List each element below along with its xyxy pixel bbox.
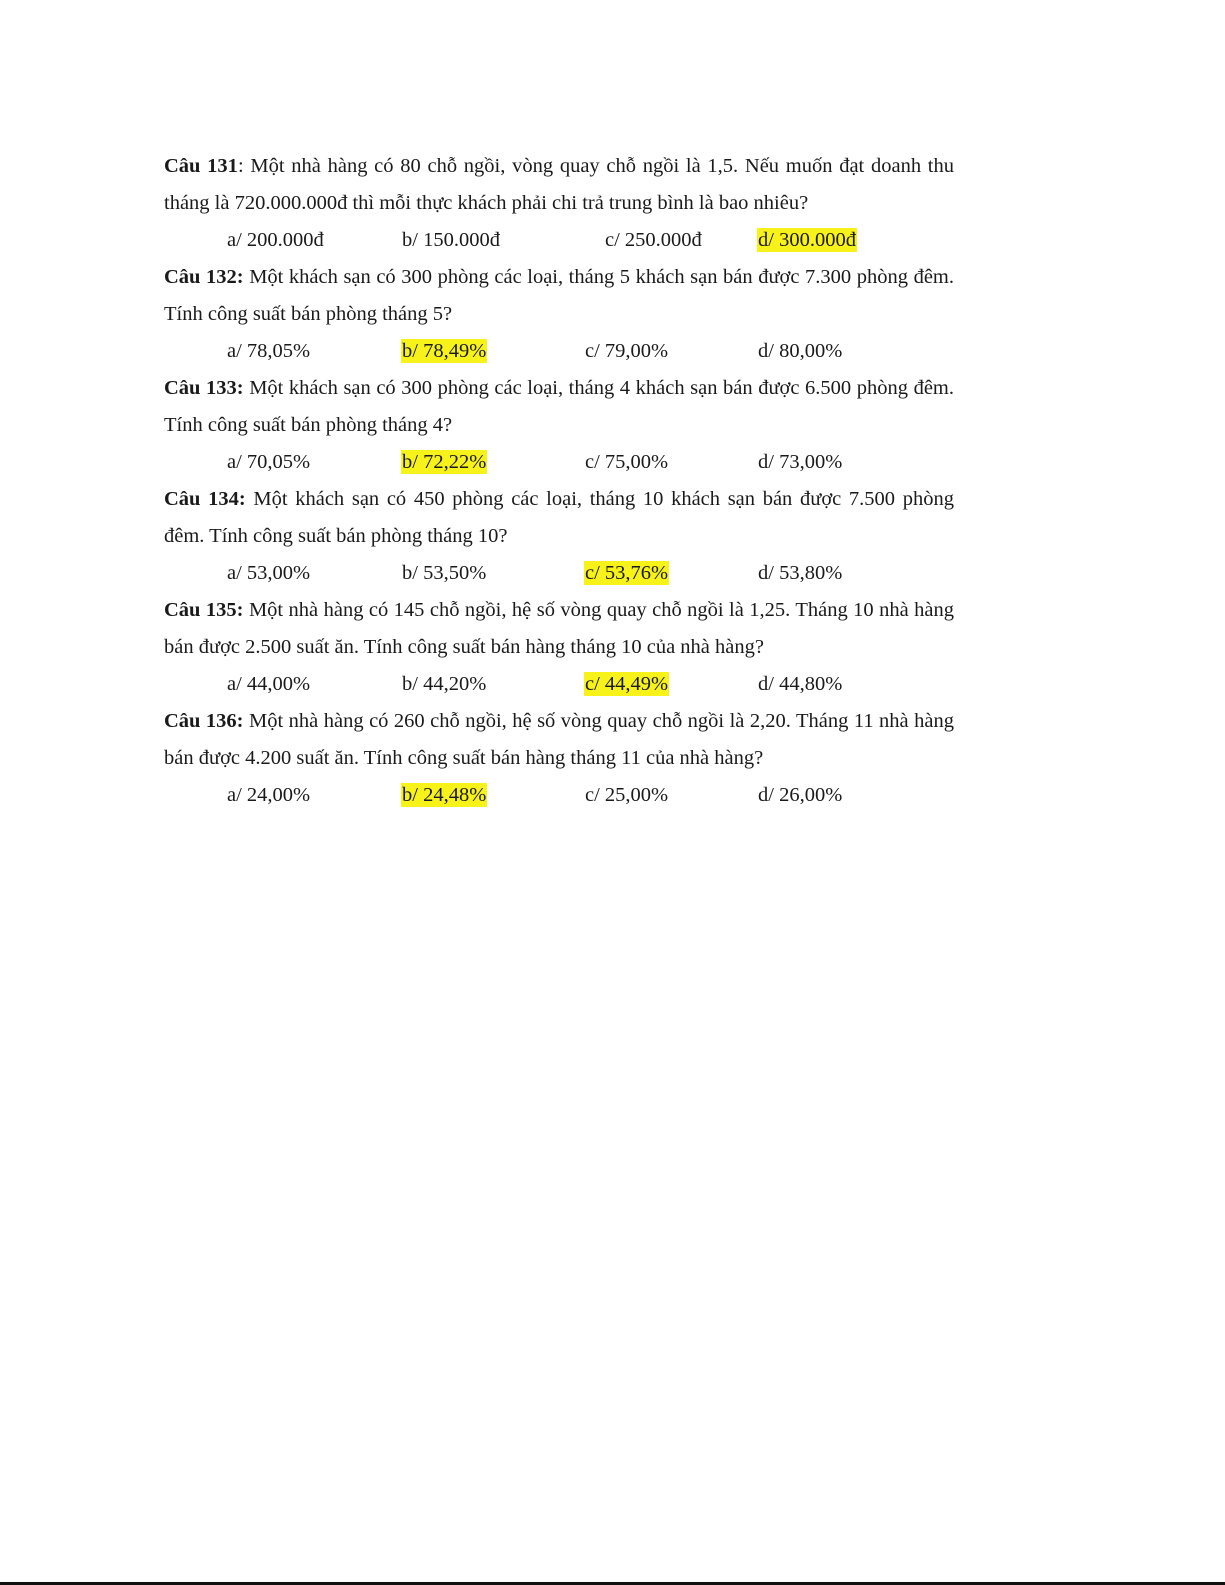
question-text — [164, 370, 954, 444]
answer-options — [164, 555, 954, 592]
question-number: Câu 136: — [164, 710, 244, 732]
answer-option: c/ 79,00% — [585, 340, 669, 362]
answer-option: a/ 53,00% — [227, 562, 311, 584]
question-body: Một khách sạn có 300 phòng các loại, tháng 4 khách sạn bán được 6.500 phòng đêm. Tính công suất bán phòng tháng 4? — [164, 377, 954, 436]
answer-option: b/ 44,20% — [402, 673, 487, 695]
answer-option-highlighted: c/ 53,76% — [585, 562, 669, 584]
question-number: Câu 134: — [164, 488, 246, 510]
question-number: Câu 133: — [164, 377, 244, 399]
answer-option-highlighted: c/ 44,49% — [585, 673, 669, 695]
question-text — [164, 703, 954, 777]
question-block — [164, 481, 954, 592]
question-number: Câu 135: — [164, 599, 244, 621]
answer-option: a/ 70,05% — [227, 451, 311, 473]
answer-option-highlighted: b/ 24,48% — [402, 784, 487, 806]
question-body: Một nhà hàng có 80 chỗ ngồi, vòng quay chỗ ngồi là 1,5. Nếu muốn đạt doanh thu tháng là 720.000.000đ thì mỗi thực khách phải chi trả trung bình là bao nhiêu? — [164, 155, 954, 214]
answer-option: c/ 75,00% — [585, 451, 669, 473]
answer-option: a/ 78,05% — [227, 340, 311, 362]
answer-option: a/ 24,00% — [227, 784, 311, 806]
question-number: Câu 131 — [164, 155, 238, 177]
question-text — [164, 148, 954, 222]
answer-option: b/ 150.000đ — [402, 229, 500, 251]
question-text — [164, 592, 954, 666]
question-block — [164, 592, 954, 703]
question-separator: : — [237, 155, 251, 177]
answer-options — [164, 777, 954, 814]
question-body: Một nhà hàng có 145 chỗ ngồi, hệ số vòng quay chỗ ngồi là 1,25. Tháng 10 nhà hàng bán được 2.500 suất ăn. Tính công suất bán hàng tháng 10 của nhà hàng? — [164, 599, 954, 658]
question-block — [164, 703, 954, 814]
answer-option-highlighted: d/ 300.000đ — [758, 229, 856, 251]
answer-options — [164, 222, 954, 259]
answer-option-highlighted: b/ 78,49% — [402, 340, 487, 362]
question-text — [164, 481, 954, 555]
answer-option: d/ 44,80% — [758, 673, 843, 695]
question-block — [164, 148, 954, 259]
answer-option: a/ 44,00% — [227, 673, 311, 695]
answer-option: b/ 53,50% — [402, 562, 487, 584]
question-block — [164, 370, 954, 481]
answer-option: d/ 73,00% — [758, 451, 843, 473]
question-text — [164, 259, 954, 333]
question-number: Câu 132: — [164, 266, 244, 288]
answer-options — [164, 666, 954, 703]
answer-options — [164, 444, 954, 481]
question-list — [164, 148, 954, 814]
question-body: Một khách sạn có 300 phòng các loại, tháng 5 khách sạn bán được 7.300 phòng đêm. Tính công suất bán phòng tháng 5? — [164, 266, 954, 325]
question-body: Một nhà hàng có 260 chỗ ngồi, hệ số vòng quay chỗ ngồi là 2,20. Tháng 11 nhà hàng bán được 4.200 suất ăn. Tính công suất bán hàng tháng 11 của nhà hàng? — [164, 710, 954, 769]
answer-option: c/ 250.000đ — [605, 229, 702, 251]
answer-option: c/ 25,00% — [585, 784, 669, 806]
question-block — [164, 259, 954, 370]
answer-option: d/ 53,80% — [758, 562, 843, 584]
answer-option: d/ 80,00% — [758, 340, 843, 362]
answer-option-highlighted: b/ 72,22% — [402, 451, 487, 473]
answer-option: a/ 200.000đ — [227, 229, 324, 251]
answer-option: d/ 26,00% — [758, 784, 843, 806]
answer-options — [164, 333, 954, 370]
question-body: Một khách sạn có 450 phòng các loại, tháng 10 khách sạn bán được 7.500 phòng đêm. Tính công suất bán phòng tháng 10? — [164, 488, 954, 547]
